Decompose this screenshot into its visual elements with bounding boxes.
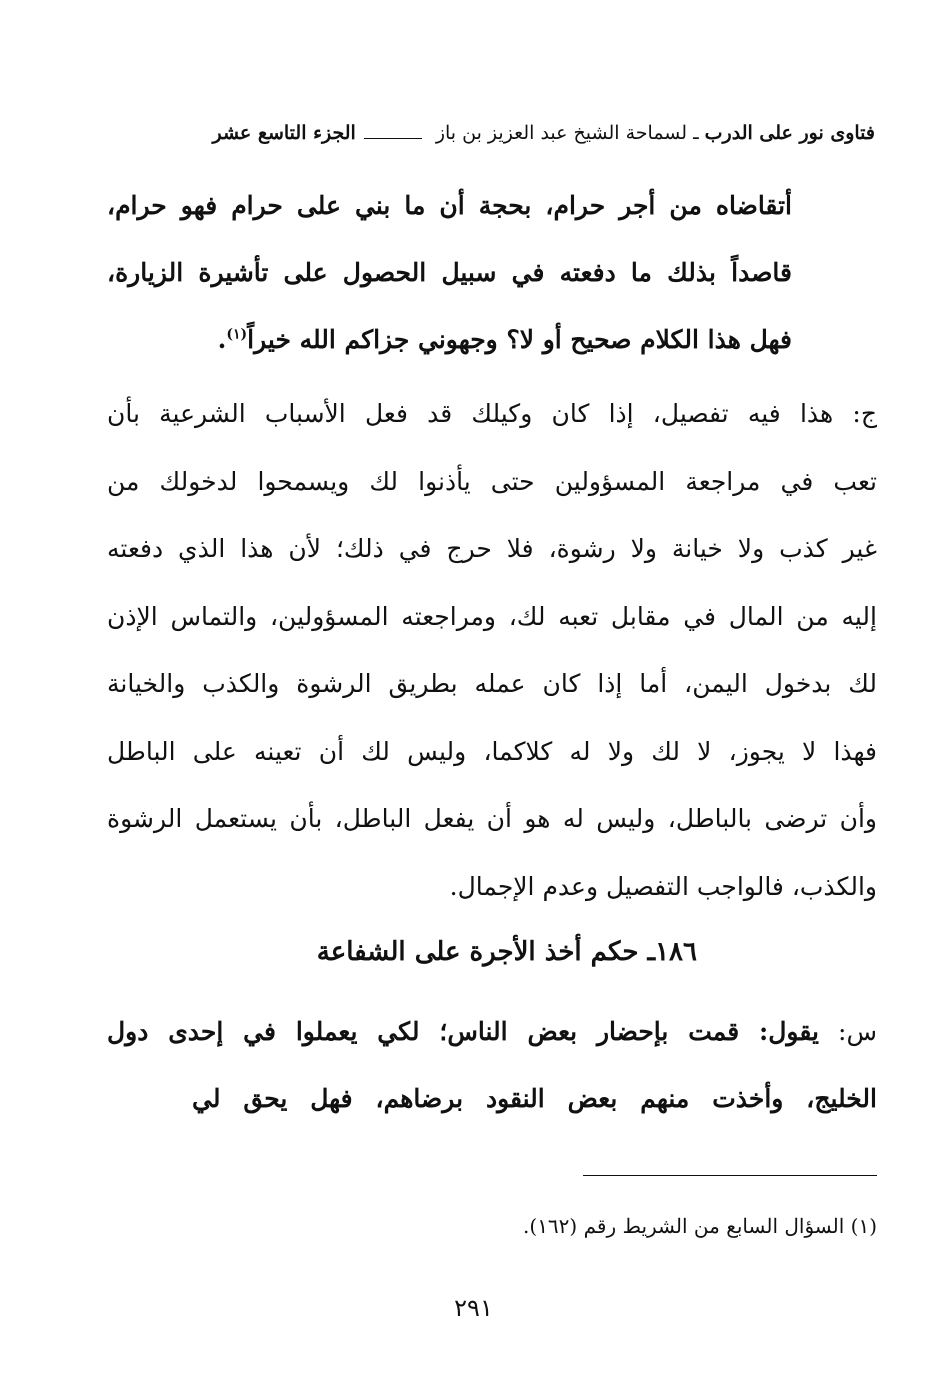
question2-line-first <box>107 998 877 1065</box>
question-prefix: س: <box>818 1017 877 1046</box>
answer-line: غير كذب ولا خيانة ولا رشوة، فلا حرج في ذلك؛ لأن هذا الذي دفعته <box>107 534 877 563</box>
footnote: (١) السؤال السابع من الشريط رقم (١٦٢). <box>523 1214 877 1238</box>
question-line-last <box>107 306 792 373</box>
question-line-text: فهل هذا الكلام صحيح أو لا؟ وجهوني جزاكم الله خيراً <box>247 325 792 354</box>
answer-line: لك بدخول اليمن، أما إذا كان عمله بطريق الرشوة والكذب والخيانة <box>107 669 877 698</box>
page-number: ٢٩١ <box>454 1294 493 1322</box>
question-paragraph <box>107 998 877 1132</box>
question-line: أتقاضاه من أجر حرام، بحجة أن ما بني على حرام فهو حرام، <box>107 191 792 220</box>
end-mark: . <box>217 325 227 354</box>
answer-line: إليه من المال في مقابل تعبه لك، ومراجعته المسؤولين، والتماس الإذن <box>107 601 877 631</box>
author-name: ـ لسماحة الشيخ عبد العزيز بن باز <box>435 121 699 144</box>
answer-line: فهذا لا يجوز، لا لك ولا له كلاكما، وليس لك أن تعينه على الباطل <box>107 736 877 766</box>
question-continued <box>107 172 792 373</box>
answer-line-last: والكذب، فالواجب التفصيل وعدم الإجمال. <box>449 871 877 901</box>
volume-label: الجزء التاسع عشر <box>212 121 356 144</box>
question-line: قاصداً بذلك ما دفعته في سبيل الحصول على تأشيرة الزيارة، <box>107 258 792 287</box>
question2-line-text: يقول: قمت بإحضار بعض الناس؛ لكي يعملوا في إحدى دول <box>107 1017 819 1046</box>
book-title: فتاوى نور على الدرب <box>704 121 875 144</box>
question2-line: الخليج، وأخذت منهم بعض النقود برضاهم، فهل يحق لي <box>192 1084 877 1113</box>
answer-line: تعب في مراجعة المسؤولين حتى يأذنوا لك ويسمحوا لدخولك من <box>107 466 877 496</box>
section-heading: ١٨٦ـ حكم أخذ الأجرة على الشفاعة <box>316 937 697 967</box>
answer-paragraph <box>107 380 877 920</box>
running-header <box>118 116 875 150</box>
footnote-divider <box>583 1175 877 1176</box>
header-rule <box>364 138 422 139</box>
answer-line: ج: هذا فيه تفصيل، إذا كان وكيلك قد فعل الأسباب الشرعية بأن <box>107 399 877 428</box>
answer-line: وأن ترضى بالباطل، وليس له هو أن يفعل الباطل، بأن يستعمل الرشوة <box>107 804 877 833</box>
footnote-marker: (١) <box>226 326 248 343</box>
